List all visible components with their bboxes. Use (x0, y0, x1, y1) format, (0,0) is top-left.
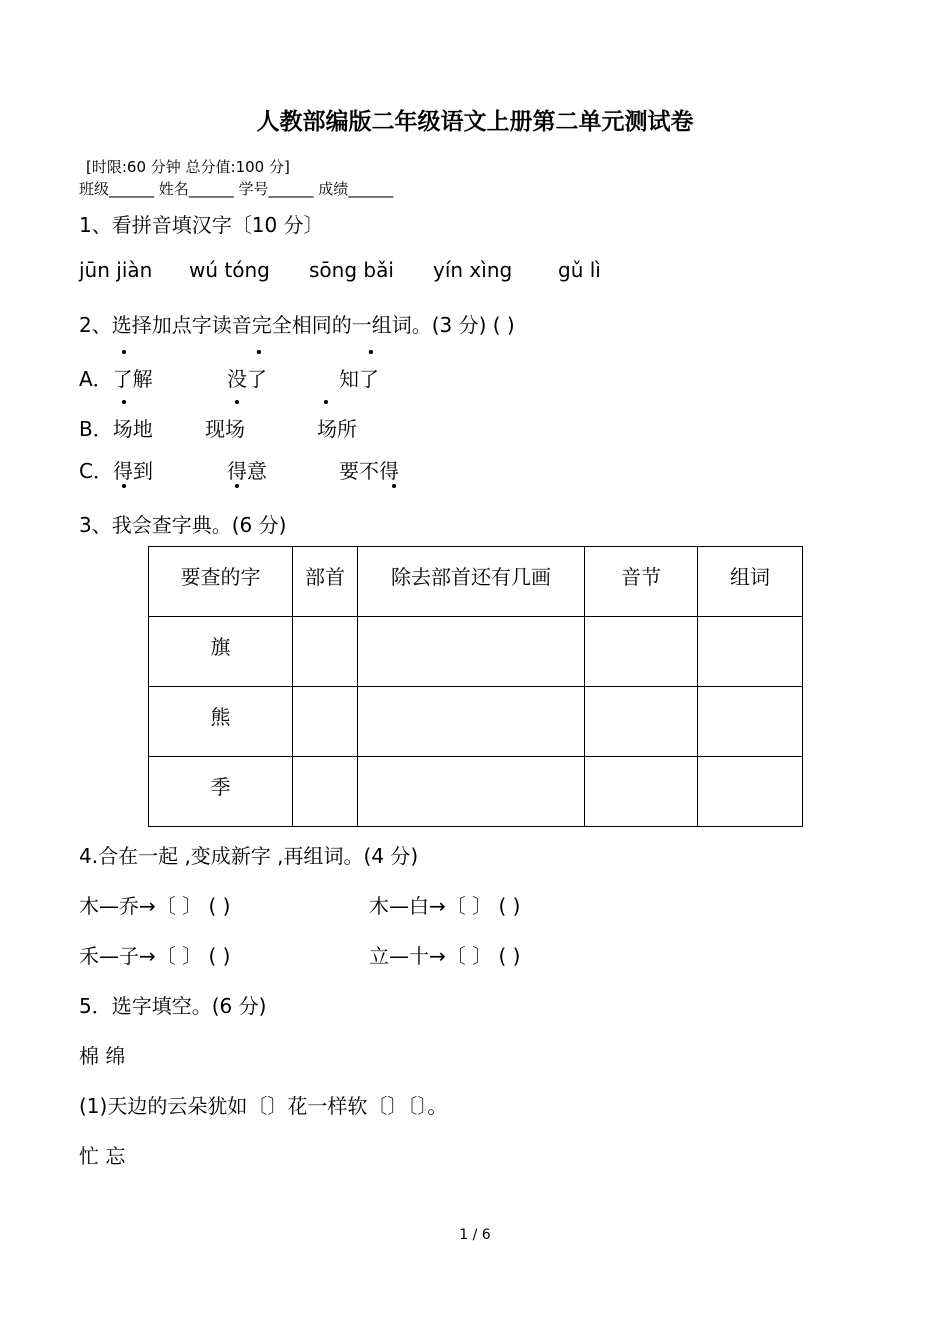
q2-option-b-3: 场所 (317, 417, 357, 441)
answer-cell[interactable] (293, 687, 358, 757)
answer-cell[interactable] (293, 617, 358, 687)
answer-cell[interactable] (585, 687, 698, 757)
answer-cell[interactable] (698, 687, 803, 757)
q5-char-pair-1: 棉 绵 (79, 1044, 126, 1068)
dictionary-table (148, 546, 803, 827)
q3-heading: 3、我会查字典。(6 分) (79, 513, 287, 537)
emphasis-dot (235, 484, 239, 488)
q4-item-1: 木—乔→〔 〕 ( ) (79, 894, 231, 918)
table-header-cell: 要查的字 (149, 547, 293, 617)
table-cell-char: 旗 (149, 617, 293, 687)
table-row (149, 617, 803, 687)
page-title: 人教部编版二年级语文上册第二单元测试卷 (256, 109, 694, 135)
q5-sentence-1: (1)天边的云朵犹如〔〕花一样软〔〕〔〕。 (79, 1094, 448, 1118)
q2-option-b-1: B．场地 (79, 417, 153, 441)
q2-option-c-3: 要不得 (339, 459, 399, 483)
q1-pinyin-3: sōng bǎi (309, 258, 394, 282)
table-header-cell: 除去部首还有几画 (358, 547, 585, 617)
answer-cell[interactable] (698, 757, 803, 827)
table-row (149, 757, 803, 827)
q4-item-3: 禾—子→〔 〕 ( ) (79, 944, 231, 968)
q1-pinyin-2: wú tóng (189, 258, 270, 282)
table-header-row (149, 547, 803, 617)
emphasis-dot (392, 484, 396, 488)
answer-cell[interactable] (698, 617, 803, 687)
answer-cell[interactable] (358, 687, 585, 757)
q2-option-c-1: C．得到 (79, 459, 153, 483)
answer-cell[interactable] (293, 757, 358, 827)
q1-pinyin-1: jūn jiàn (79, 258, 153, 282)
q2-option-a-2: 没了 (227, 367, 267, 391)
emphasis-dot (235, 400, 239, 404)
q5-char-pair-2: 忙 忘 (79, 1144, 126, 1168)
answer-cell[interactable] (358, 617, 585, 687)
answer-cell[interactable] (585, 757, 698, 827)
q2-option-b-2: 现场 (205, 417, 245, 441)
q1-pinyin-5: gǔ lì (558, 258, 601, 282)
student-info-fields: 班级______ 姓名______ 学号______ 成绩______ (79, 180, 394, 198)
table-header-cell: 组词 (698, 547, 803, 617)
q1-pinyin-4: yín xìng (433, 258, 513, 282)
emphasis-dot (122, 350, 126, 354)
q2-option-c-2: 得意 (227, 459, 267, 483)
answer-cell[interactable] (585, 617, 698, 687)
q4-item-2: 木—白→〔 〕 ( ) (369, 894, 521, 918)
q4-item-4: 立—十→〔 〕 ( ) (369, 944, 521, 968)
emphasis-dot (122, 484, 126, 488)
emphasis-dot (122, 400, 126, 404)
emphasis-dot (324, 400, 328, 404)
exam-limits: [时限:60 分钟 总分值:100 分] (86, 158, 290, 176)
page-number: 1 / 6 (459, 1227, 491, 1243)
table-header-cell: 音节 (585, 547, 698, 617)
table-cell-char: 季 (149, 757, 293, 827)
table-row (149, 687, 803, 757)
table-header-cell: 部首 (293, 547, 358, 617)
emphasis-dot (257, 350, 261, 354)
q4-heading: 4.合在一起 ,变成新字 ,再组词。(4 分) (79, 844, 419, 868)
answer-cell[interactable] (358, 757, 585, 827)
table-cell-char: 熊 (149, 687, 293, 757)
emphasis-dot (369, 350, 373, 354)
q2-option-a-3: 知了 (339, 367, 379, 391)
q1-heading: 1、看拼音填汉字〔10 分〕 (79, 213, 324, 237)
q2-option-a-1: A．了解 (79, 367, 153, 391)
q2-heading: 2、选择加点字读音完全相同的一组词。(3 分) ( ) (79, 313, 515, 337)
q5-heading: 5．选字填空。(6 分) (79, 994, 267, 1018)
